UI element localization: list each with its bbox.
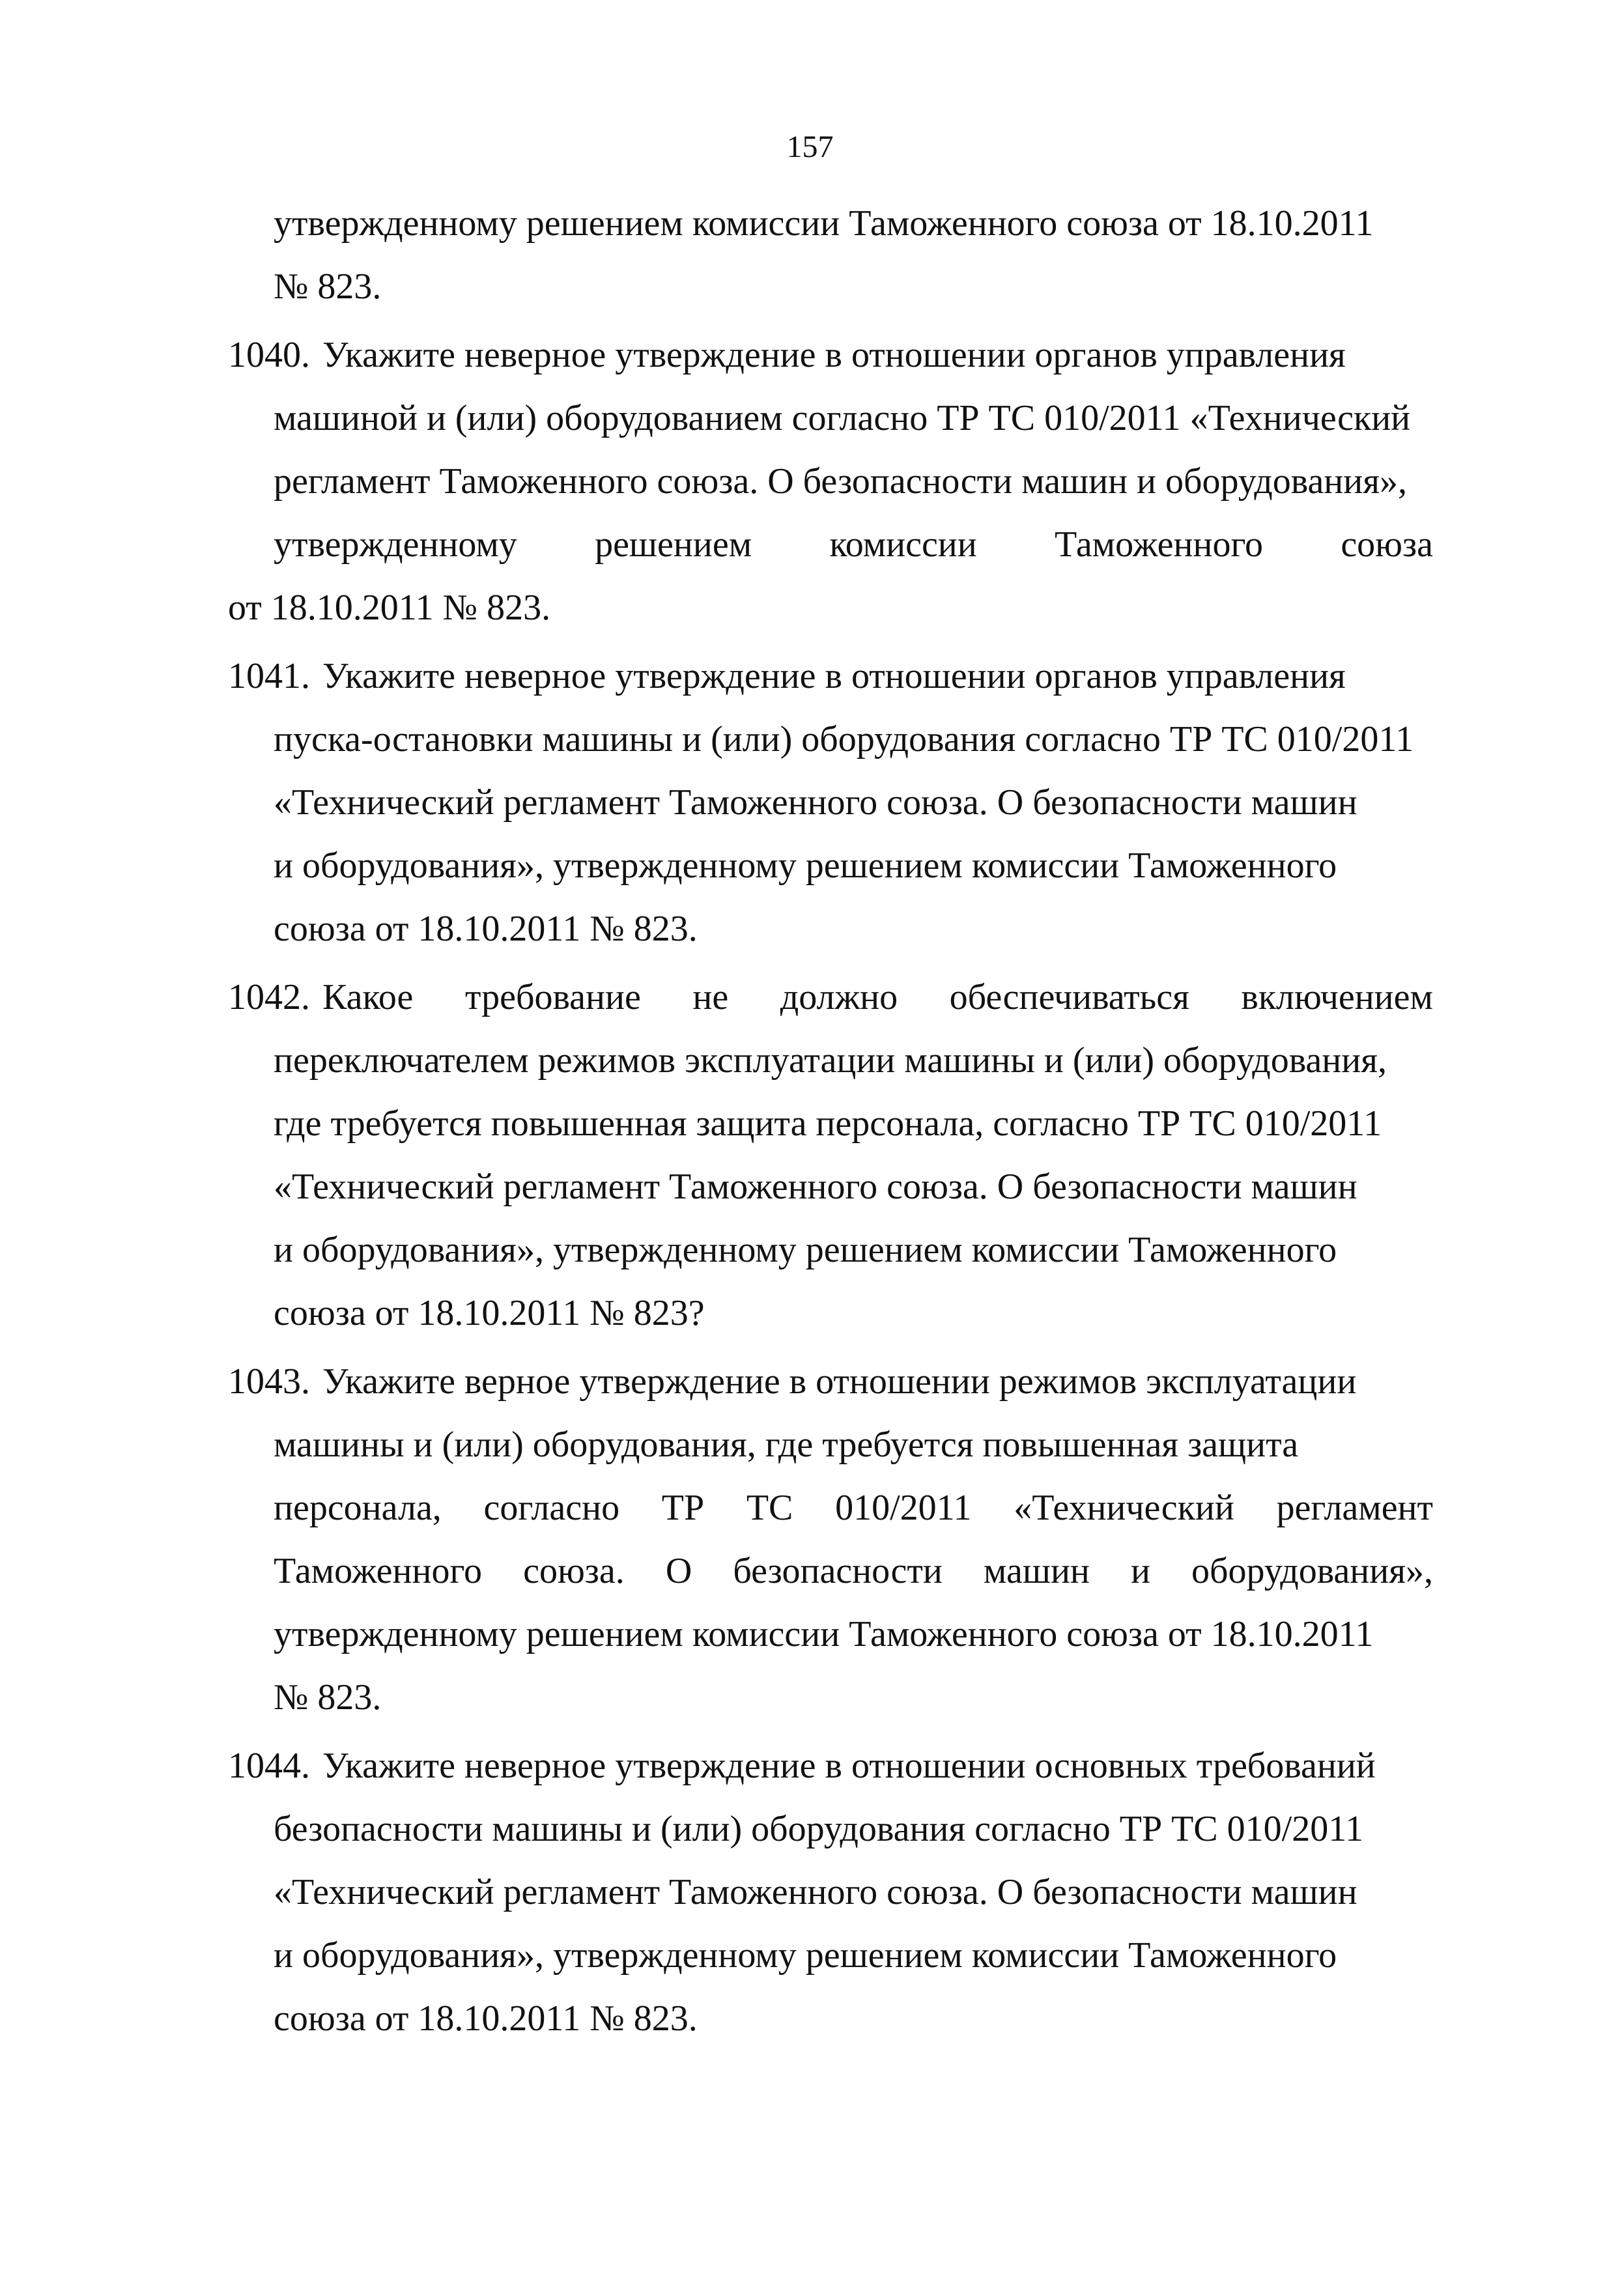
word: Таможенного bbox=[1055, 524, 1264, 565]
text-line: Укажите неверное утверждение в отношении органов управления bbox=[322, 335, 1346, 375]
text-line: и оборудования», утвержденному решением комиссии Таможенного bbox=[274, 845, 1337, 886]
question-head bbox=[228, 1350, 1433, 1413]
word: союза bbox=[1341, 524, 1433, 565]
text-line: союза от 18.10.2011 № 823. bbox=[274, 1998, 698, 2039]
text-line: союза от 18.10.2011 № 823. bbox=[274, 909, 698, 949]
question-head bbox=[228, 645, 1433, 708]
text-line: Укажите верное утверждение в отношении режимов эксплуатации bbox=[322, 1361, 1357, 1402]
text-line-content: утвержденному решением комиссии Таможенного союза от 18.10.2011 bbox=[274, 203, 1374, 244]
word: машин bbox=[983, 1551, 1090, 1591]
word: союза. bbox=[523, 1551, 625, 1591]
question-head bbox=[228, 1735, 1433, 1798]
word: безопасности bbox=[733, 1551, 943, 1591]
text-line bbox=[228, 192, 1433, 255]
text-line-justified bbox=[228, 1540, 1433, 1603]
text-line-justified bbox=[322, 966, 1433, 1029]
question-1043 bbox=[228, 1350, 1433, 1729]
question-head bbox=[228, 966, 1433, 1029]
word: «Технический bbox=[1014, 1488, 1234, 1528]
word: и bbox=[1130, 1551, 1150, 1591]
word: Таможенного bbox=[274, 1551, 483, 1591]
text-line: от 18.10.2011 № 823. bbox=[228, 588, 551, 628]
word: утвержденному bbox=[274, 524, 517, 565]
text-line: Укажите неверное утверждение в отношении основных требований bbox=[322, 1746, 1376, 1786]
word: ТС bbox=[746, 1488, 793, 1528]
question-number: 1040. bbox=[228, 335, 310, 375]
question-1042 bbox=[228, 966, 1433, 1345]
intro-fragment bbox=[228, 192, 1433, 319]
text-line: утвержденному решением комиссии Таможенного союза от 18.10.2011 bbox=[274, 1614, 1374, 1654]
word: регламент bbox=[1276, 1488, 1433, 1528]
word: должно bbox=[780, 977, 898, 1017]
page-number: 157 bbox=[786, 130, 834, 164]
text-line: № 823. bbox=[274, 266, 382, 307]
text-line: безопасности машины и (или) оборудования согласно ТР ТС 010/2011 bbox=[274, 1809, 1364, 1849]
question-number: 1042. bbox=[228, 977, 310, 1017]
text-line-justified bbox=[228, 513, 1433, 576]
word: не bbox=[692, 977, 729, 1017]
text-line: союза от 18.10.2011 № 823? bbox=[274, 1293, 705, 1333]
word: оборудования», bbox=[1191, 1551, 1433, 1591]
text-line: и оборудования», утвержденному решением комиссии Таможенного bbox=[274, 1230, 1337, 1270]
text-line: «Технический регламент Таможенного союза. О безопасности машин bbox=[274, 1167, 1357, 1207]
word: согласно bbox=[483, 1488, 620, 1528]
text-line: машины и (или) оборудования, где требуется повышенная защита bbox=[274, 1424, 1299, 1465]
question-number: 1044. bbox=[228, 1746, 310, 1786]
question-list bbox=[228, 192, 1433, 2050]
text-line: переключателем режимов эксплуатации машины и (или) оборудования, bbox=[274, 1040, 1387, 1081]
text-line: пуска-остановки машины и (или) оборудования согласно ТР ТС 010/2011 bbox=[274, 719, 1414, 759]
question-1040 bbox=[228, 324, 1433, 640]
word: персонала, bbox=[274, 1488, 442, 1528]
text-line: Укажите неверное утверждение в отношении органов управления bbox=[322, 656, 1346, 696]
word: ТР bbox=[661, 1488, 705, 1528]
text-line: «Технический регламент Таможенного союза. О безопасности машин bbox=[274, 1872, 1357, 1912]
question-1041 bbox=[228, 645, 1433, 961]
text-line-justified bbox=[228, 1477, 1433, 1540]
word: требование bbox=[464, 977, 641, 1017]
word: обеспечиваться bbox=[949, 977, 1189, 1017]
word: О bbox=[665, 1551, 692, 1591]
question-number: 1043. bbox=[228, 1361, 310, 1402]
text-line: и оборудования», утвержденному решением комиссии Таможенного bbox=[274, 1935, 1337, 1976]
word: включением bbox=[1241, 977, 1433, 1017]
text-line: регламент Таможенного союза. О безопасности машин и оборудования», bbox=[274, 461, 1407, 502]
word: решением bbox=[595, 524, 752, 565]
text-line: «Технический регламент Таможенного союза. О безопасности машин bbox=[274, 782, 1357, 823]
word: 010/2011 bbox=[835, 1488, 972, 1528]
word: Какое bbox=[322, 977, 414, 1017]
question-1044 bbox=[228, 1735, 1433, 2050]
question-number: 1041. bbox=[228, 656, 310, 696]
text-line: где требуется повышенная защита персонала, согласно ТР ТС 010/2011 bbox=[274, 1103, 1382, 1144]
word: комиссии bbox=[829, 524, 977, 565]
question-head bbox=[228, 324, 1433, 387]
text-line: № 823. bbox=[274, 1677, 382, 1718]
text-line: машиной и (или) оборудованием согласно ТР ТС 010/2011 «Технический bbox=[274, 398, 1411, 438]
